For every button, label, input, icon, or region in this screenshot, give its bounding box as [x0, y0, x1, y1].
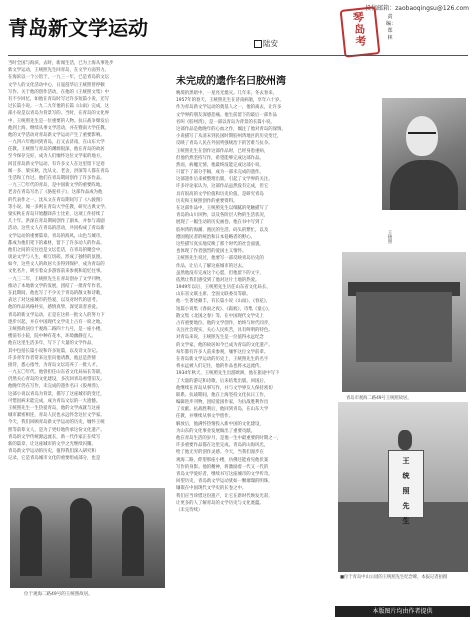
- title-divider: [8, 55, 468, 56]
- text-line: 展现了一幅生动的历史画卷。他在书中写到了: [176, 220, 264, 226]
- text-line: 联系。抗战期间，他在上海坚持文化抗日工作，: [176, 392, 269, 398]
- text-line: 他到上海，继续从事文学活动，并在暨南大学任教。: [8, 125, 109, 131]
- text-line: 在海滨以一个公馆于，一九三一年，已是青岛的文坛: [8, 75, 109, 81]
- memorial-stone: 王 统 照 先 生: [388, 450, 424, 518]
- text-line: 可惜因病未能完成，成为青岛文坛的一大遗憾。: [8, 398, 101, 404]
- text-line: 如今，这些文人的故居大多得到保护，成为青岛的: [8, 262, 105, 268]
- text-line: 将永远被人们记住，他的作品也将永远流传。: [176, 364, 264, 370]
- article-column-middle: [176, 90, 334, 610]
- text-line: 一九三二年，王统照先生在青岛创办了文学刊物，: [8, 276, 105, 282]
- text-line: 楼前有小院，院中种有花木，环境幽静宜人。: [8, 334, 96, 340]
- text-line: 镶嵌在中国现代文学史的长卷之中。: [176, 486, 247, 492]
- photo-credit-bar: 本版图片均由作者提供: [335, 606, 470, 617]
- text-line: 任教，并继续从事文学创作。: [176, 414, 234, 420]
- text-line: 散文集《北国之春》等，在中国现代文学史上: [176, 313, 264, 319]
- text-line: 了大量的游记和诗歌，后来结集出版。回国后，: [176, 378, 269, 384]
- text-line: 接待，悉心指导，为青岛文坛培养了一批人才。: [8, 362, 101, 368]
- text-line: 等小说。闻一多则在青岛大学任教，研究古典文学。: [8, 204, 109, 210]
- editor-credit: 责编：郑林: [386, 14, 397, 41]
- seal-char: 岛: [353, 22, 366, 37]
- text-line: 历史和王统照创作的重要资料。: [176, 198, 238, 204]
- text-line: 这些描写真实地反映了那个时代的社会面貌，: [176, 241, 264, 247]
- page-title: 青岛新文学运动: [8, 16, 148, 40]
- text-line: 王统照先生一生热爱青岛，他的文学成就与这座: [8, 406, 101, 411]
- text-line: 虽然他没有完成这个心愿，但他留下的文字，: [176, 270, 264, 276]
- text-line: 闻一多、梁实秋、沈从文、老舍、洪深等人都在青岛: [8, 168, 109, 174]
- memorial-photo: [338, 402, 468, 572]
- seal-char: 考: [354, 34, 368, 49]
- text-line: 他在青岛生活的岁月，是他一生中最重要的时期之一，: [176, 436, 282, 441]
- text-line: 对青岛来说，王统照先生是一位值得永远纪念: [176, 335, 264, 341]
- text-line: 青岛新文学运动的历史，值得我们深入研究和: [8, 449, 96, 455]
- text-line: 他的作品风格朴实，感情真挚，深受读者喜爱。: [8, 305, 101, 311]
- text-line: 在这部作品中，王统照先生以细腻的笔触描写了: [176, 206, 269, 211]
- text-line: 1957年的春天，王统照先生在济南病逝，享年六十岁。: [176, 98, 284, 104]
- text-line: 这部遗作后来被整理出版，引起了文学界的关注。: [176, 177, 273, 183]
- text-line: 反映了青岛人民在外国列强统治下的苦难与抗争。: [176, 141, 273, 147]
- text-line: 在青岛新文学运动的历史上，王统照先生的名字: [176, 356, 269, 362]
- text-line: 晚境的黑暗中，一星亮光熄灭。几年来，冬去春来，: [176, 91, 277, 96]
- text-line: 回望历史，青岛新文学运动犹如一颗璀璨的明珠，: [176, 479, 273, 485]
- text-line: 梁实秋在青岛开始翻译莎士比亚，这项工作持续了: [8, 211, 105, 217]
- text-line: 一九四六年他回到青岛，后又去济南，在山东大学: [8, 140, 105, 146]
- text-line: 部小说是以青岛为背景写的。当时，在青岛的文化界: [8, 111, 109, 117]
- text-line: 依然让我们感受到了他对这片土地的热爱。: [176, 277, 260, 283]
- residence-caption: 青岛市观海二路49号王统照故居。: [346, 396, 412, 401]
- text-line: 有不少回忆，如他在青岛时写过许多短篇小说，还写: [8, 96, 109, 102]
- text-line: 文学人的文化活动中心，日寇侵华后王统照曾停顿: [8, 82, 105, 88]
- author-name: 陆安: [263, 39, 278, 48]
- text-line: 青岛的文学传统源远流长，新一代作家正在续写: [8, 434, 101, 440]
- text-line: 逐步兴起，并在中国现代文学史上占有一席之地。: [8, 319, 105, 325]
- text-line: 作品，让后人了解这座城市的过去。: [176, 263, 247, 269]
- text-line: 1934年秋天，王统照先生出游欧洲，他在旅途中写下: [176, 371, 280, 377]
- text-line: 过长篇小说。一九二九年他的长篇《山雨》完成，这: [8, 104, 109, 110]
- text-line: 具有很高的文学价值和历史价值，是研究青岛: [176, 191, 264, 197]
- text-line: 活动。这些文人在青岛的活动，共同构成了青岛新: [8, 226, 105, 232]
- text-line: 了贡献。抗战胜利后，他回到青岛，在山东大学: [176, 407, 269, 413]
- text-line: 记录，它是青岛城市文化的重要组成部分，也是: [8, 456, 101, 462]
- text-line: 王统照先生在创作这部作品时，已经身患重病，: [176, 148, 269, 154]
- text-line: 观海二路，仰望那座小楼，仿佛还能看见他伏案: [176, 457, 269, 463]
- article-column-left: [8, 60, 170, 480]
- byline-box-icon: [254, 40, 262, 48]
- portrait-photo: [382, 98, 466, 210]
- text-line: 只留下了部分手稿，成为一部未完成的遗作。: [176, 170, 264, 176]
- text-line: 他继续在青岛从事写作，并与文学界友人保持密切: [176, 385, 273, 391]
- text-line: 新文学运动，王统照先生回青岛，在文学方面努力。: [8, 68, 109, 74]
- text-line: 他在这里生活多年，写下了大量的文学作品，: [8, 341, 96, 347]
- text-line: 他的文学活动对青岛新文学运动产生了重要影响。: [8, 132, 105, 138]
- text-line: 让更多的人了解青岛的文学历史与文化底蕴。: [176, 500, 264, 506]
- text-line: 一九五〇年代，他曾担任山东省文化局局长等职，: [8, 370, 105, 376]
- text-line: 都成为他们笔下的素材，留下了许多动人的作品。: [8, 240, 105, 246]
- portrait-caption: 王统照: [387, 230, 392, 244]
- text-line: 的文学家，他的故居如今已成为青岛的文化遗产。: [176, 342, 273, 348]
- text-line: 文学界的朋友深感悲痛。他生前留下的最后一部作品: [176, 112, 277, 118]
- text-line: 名叫《胶州湾》，是一部以青岛为背景的长篇小说，: [176, 119, 275, 125]
- text-line: 老舍在青岛写出了《骆驼祥子》，这部作品成为他: [8, 190, 103, 196]
- text-line: 德国殖民者的统治和日本侵略者的野心。: [176, 234, 256, 240]
- text-line: 小说描写了从清末到民国时期胶州湾地区的历史变迁，: [176, 134, 282, 140]
- text-line: 推动了本地新文学的发展，团结了一批青年作者。: [8, 283, 105, 289]
- text-line: 的代表作之一。沈从文在青岛期间写了《八骏图》: [8, 197, 105, 203]
- column-seal: [340, 6, 381, 58]
- text-line: 每年都有许多人前来参观，缅怀这位文学前辈。: [176, 349, 269, 355]
- text-line: 他们之间的交往也是文坛佳话，在青岛的聚会中，: [8, 247, 105, 253]
- text-line: 新的篇章，让这座城市的文学之光继续闪耀。: [8, 441, 96, 447]
- text-line: 为山东的文化事业发展做出了重要贡献。: [176, 428, 256, 434]
- text-line: 青岛文学爱好者，继续书写这座城市的文学传奇。: [176, 471, 273, 477]
- text-line: 作为青岛新文学运动的奠基人之一，他的离去，让许多: [176, 105, 282, 111]
- text-line: 几十年。洪深在青岛期间创作了剧本，并参与戏剧: [8, 219, 105, 225]
- text-line: 王统照故居位于观海二路四十九号，是一座小楼，: [8, 326, 105, 332]
- text-line: 占有重要地位。他的文学创作，始终与时代同步，: [176, 321, 273, 326]
- text-line: 写作。关于他的创作活动，在他的《王统照文集》中: [8, 89, 109, 95]
- text-line: 文化名片，吸引着众多游客前来参观和追忆往事。: [8, 269, 105, 275]
- text-line: 许多评论家认为，这部作品虽然没有完成，但它: [176, 184, 269, 190]
- memorial-caption: ■位于青岛中山公园的王统照先生纪念碑，本报记者拍摄: [340, 575, 448, 580]
- text-line: 照等前辈文人，是为了更好地传承这份文化遗产。: [8, 427, 105, 433]
- submission-email: 投稿邮箱：zaobaoqingsu@126.com: [365, 5, 469, 12]
- text-line: 谈论文学与人生，相互切磋，形成了独特的氛围。: [8, 255, 105, 261]
- text-line: 编辑进步刊物，团结爱国作家，为抗战胜利作出: [176, 400, 269, 406]
- author-byline: [254, 38, 278, 49]
- text-line: 王统照先生说过，他要写一部反映青岛历史的: [176, 256, 264, 262]
- text-line: 这部作品是他晚年的心血之作，倾注了他对青岛的深情。: [176, 126, 286, 132]
- seal-char: 琴: [352, 10, 365, 25]
- text-line: 青岛的山川风物，以及各阶层人物的生活状况，: [176, 213, 269, 219]
- text-line: 他一生著述颇丰，有长篇小说《山雨》、《春花》，: [176, 299, 271, 305]
- text-line: 至今保存完好，成为人们缅怀这位文学家的地方。: [8, 154, 105, 160]
- text-line: 青岛的新文学运动，正是在这样一批文人的努力下: [8, 312, 105, 318]
- street-caption: 位于观海二路49号的王统照故居。: [24, 592, 93, 597]
- text-line: 给了他无穷的创作灵感。今天，当我们漫步在: [176, 450, 264, 456]
- text-line: 生活和工作过。他们在青岛期间创作了许多作品。: [8, 176, 105, 181]
- text-line: 许多青年作者常来这里向他请教，他总是热情: [8, 355, 96, 361]
- text-line: 我们应当珍惜这份遗产，让它在新时代焕发光彩，: [176, 493, 273, 499]
- text-line: 但他仍然坚持写作，希望能够完成这部作品。: [176, 155, 264, 161]
- text-line: 这部小说以青岛为背景，描写了这座城市的变迁，: [8, 391, 105, 397]
- text-line: 写作的身影。他的精神，将激励着一代又一代的: [176, 464, 269, 470]
- text-line: 表达了对这座城市的热爱，以及对时代的思考。: [8, 298, 101, 304]
- text-line: 仍然关心青岛的文化建设，多次回青岛看望旧友。: [8, 377, 105, 383]
- text-line: 一九三〇年代的青岛，是中国新文学的重要阵地。: [8, 183, 105, 189]
- text-line: （未完待续）: [176, 507, 203, 513]
- text-line: 短篇小说集《春雨之夜》、《霜痕》，诗集《童心》，: [176, 306, 273, 312]
- text-line: 山东省文联主席、全国文联委员等职。: [176, 292, 251, 298]
- text-line: 解放后，他满怀热情投入新中国的文化建设，: [176, 421, 264, 427]
- street-photo: [10, 488, 165, 588]
- text-line: 文学运动的重要篇章。青岛的海风、山色与城市，: [8, 233, 105, 239]
- residence-photo: [342, 252, 466, 392]
- text-line: 关注社会现实，关心人民疾苦，具有鲜明的特色。: [176, 328, 273, 334]
- text-line: 今天，我们回顾青岛新文学运动的历史，缅怀王统: [8, 420, 105, 426]
- text-line: 任教。王统照与青岛的渊源很深，他在青岛的故居: [8, 147, 105, 153]
- text-line: 许多重要作品都在这里完成。青岛的山海风光，: [176, 443, 269, 449]
- text-line: 回首青岛新文学运动，有许多文人在这里留下足迹: [8, 161, 105, 167]
- text-line: 他晚年仍在写作，未完成的遗作名曰《胶州湾》，: [8, 384, 103, 390]
- article-subtitle: 未完成的遗作名曰胶州湾: [176, 76, 286, 87]
- text-line: 城市紧密相连，青岛人民也永远怀念这位文学家。: [8, 413, 105, 419]
- text-line: 当时全国与海滨，去时，新闻生活，已为上海从事进步: [8, 61, 114, 66]
- text-line: 也体现了作者强烈的爱国主义情怀。: [176, 249, 247, 255]
- text-line: 在此期间，他也写了不少关于青岛的散文和诗歌，: [8, 291, 105, 296]
- text-line: 1949年以后，王统照先生历任山东省文化局长、: [176, 285, 271, 291]
- text-line: 其中包括长篇小说和许多短篇，以及诗文杂记。: [8, 348, 101, 354]
- text-line: 胶州湾的海潮、渔民的生活、码头的繁忙，以及: [176, 227, 269, 233]
- text-line: 然而，病魔无情，他最终没能完成这部小说，: [176, 162, 264, 168]
- text-line: 中，王统照先生是一位重要的人物。抗日战争爆发后: [8, 118, 109, 124]
